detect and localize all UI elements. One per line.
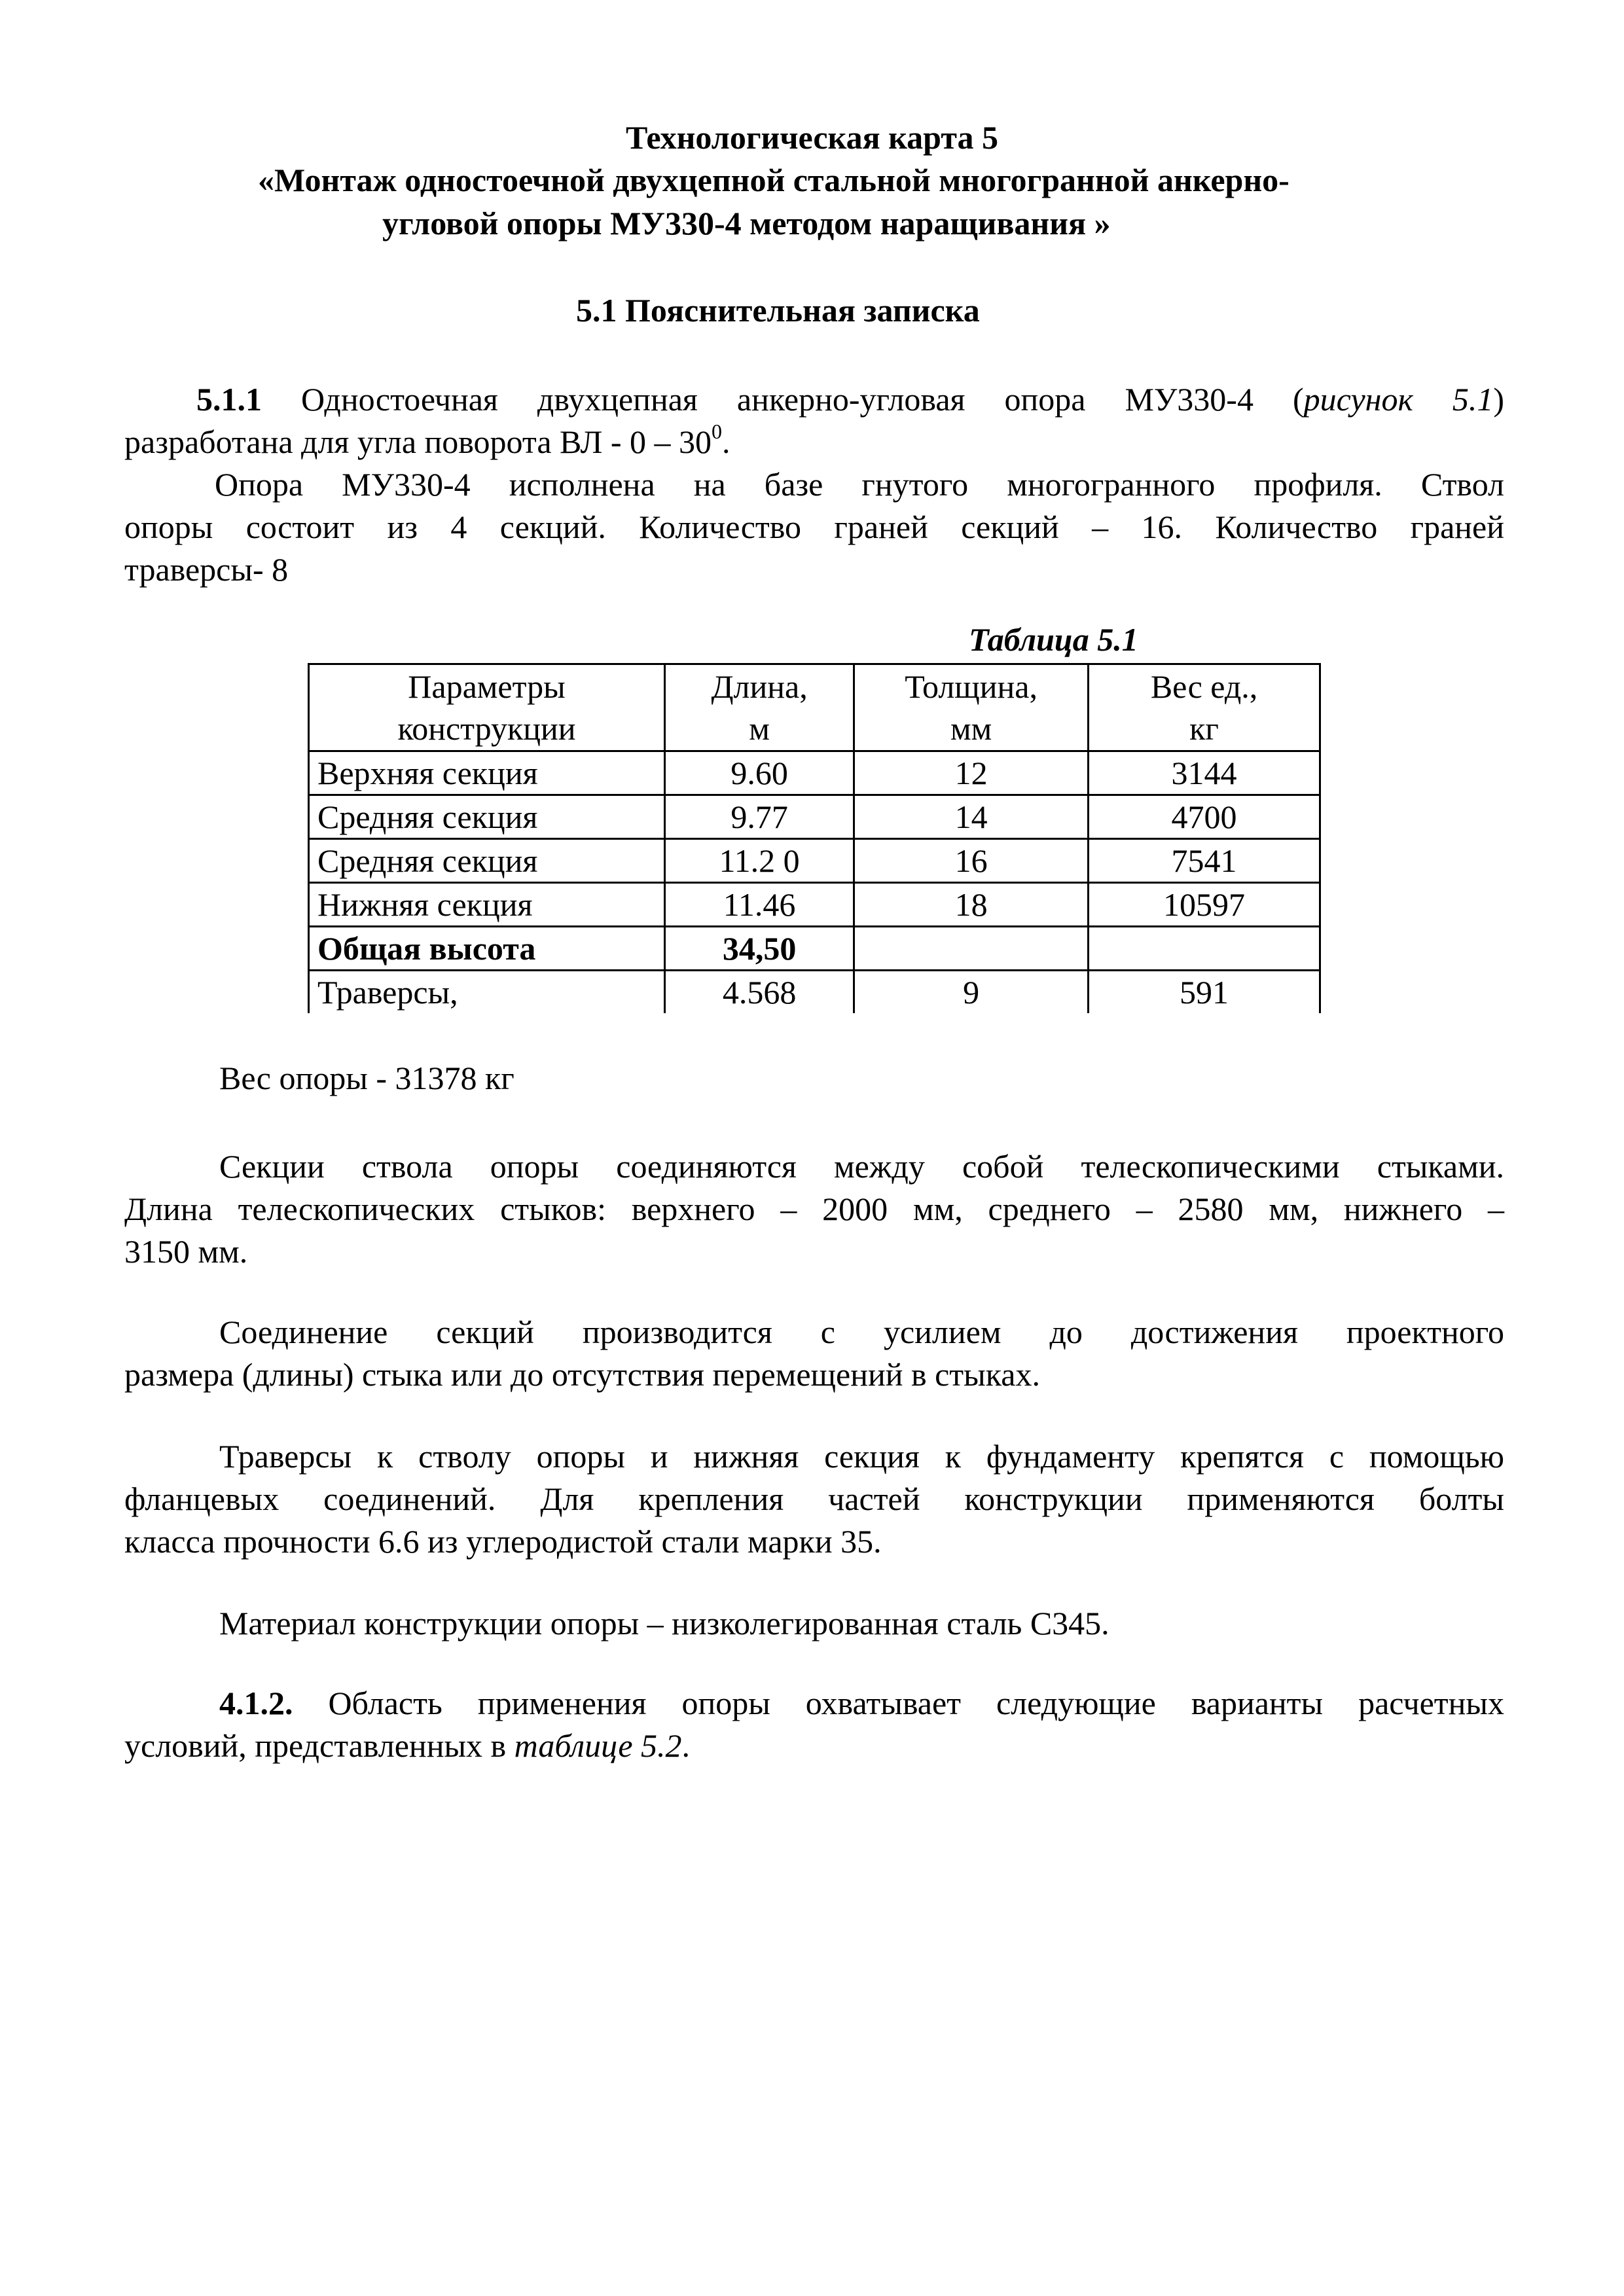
table-row <box>309 971 1320 1014</box>
p1-text-a: Одностоечная двухцепная анкерно-угловая опора МУ330-4 ( <box>262 381 1304 418</box>
p7-table-ref: таблице 5.2 <box>514 1727 682 1764</box>
table-header-cell: Вес ед., кг <box>1089 664 1320 751</box>
p7-line2 <box>124 1725 690 1767</box>
p3-line2: Длина телескопических стыков: верхнего – 2000 мм, среднего – 2580 мм, нижнего – <box>124 1191 1504 1227</box>
p1-text-b: ) <box>1493 381 1504 418</box>
section-title: 5.1 Пояснительная записка <box>576 292 980 329</box>
table-row <box>309 839 1320 883</box>
table-cell: Средняя секция <box>309 795 665 839</box>
table-header-cell: Толщина, мм <box>854 664 1089 751</box>
table-cell: 7541 <box>1089 839 1320 883</box>
table-row <box>309 795 1320 839</box>
doc-subtitle-line1: «Монтаж одностоечной двухцепной стальной многогранной анкерно- <box>258 162 1290 198</box>
table-header-cell: Длина, м <box>664 664 854 751</box>
table-cell: 591 <box>1089 971 1320 1014</box>
table-cell: 14 <box>854 795 1089 839</box>
table-cell: 11.2 0 <box>664 839 854 883</box>
p2-line3: траверсы- 8 <box>124 551 289 588</box>
table-cell: 16 <box>854 839 1089 883</box>
p3-line3: 3150 мм. <box>124 1233 248 1270</box>
p1-figure-ref: рисунок 5.1 <box>1303 381 1494 418</box>
p5-line2: фланцевых соединений. Для крепления частей конструкции применяются болты <box>124 1480 1504 1517</box>
p4-line2: размера (длины) стыка или до отсутствия перемещений в стыках. <box>124 1356 1040 1393</box>
table-cell: Общая высота <box>309 927 665 971</box>
table-cell: 3144 <box>1089 751 1320 795</box>
table-cell: 18 <box>854 883 1089 927</box>
p5-line1: Траверсы к стволу опоры и нижняя секция к фундаменту крепятся с помощью <box>219 1438 1504 1475</box>
table-cell: 9 <box>854 971 1089 1014</box>
table-cell: 9.60 <box>664 751 854 795</box>
p7-line2-end: . <box>681 1727 691 1764</box>
table-row-total <box>309 927 1320 971</box>
p7-line1 <box>219 1682 1504 1724</box>
doc-title: Технологическая карта 5 <box>625 119 999 156</box>
table-cell: 34,50 <box>664 927 854 971</box>
table-cell: 10597 <box>1089 883 1320 927</box>
p7-line1-text: Область применения опоры охватывает следующие варианты расчетных <box>293 1685 1504 1721</box>
p7-line2-text: условий, представленных в <box>124 1727 514 1764</box>
table-cell: 12 <box>854 751 1089 795</box>
table-caption: Таблица 5.1 <box>969 621 1138 658</box>
support-weight: Вес опоры - 31378 кг <box>219 1060 514 1096</box>
table-cell: 4700 <box>1089 795 1320 839</box>
p1-degree-sup: 0 <box>712 420 723 443</box>
table-row <box>309 751 1320 795</box>
table-cell: Средняя секция <box>309 839 665 883</box>
p6-material: Материал конструкции опоры – низколегированная сталь С345. <box>219 1605 1110 1641</box>
table-cell: 9.77 <box>664 795 854 839</box>
table-cell: Траверсы, <box>309 971 665 1014</box>
table-cell: Верхняя секция <box>309 751 665 795</box>
table-header-row <box>309 664 1320 751</box>
p2-line1: Опора МУ330-4 исполнена на базе гнутого многогранного профиля. Ствол <box>215 466 1504 503</box>
table-cell: Нижняя секция <box>309 883 665 927</box>
table-cell <box>1089 927 1320 971</box>
table-row <box>309 883 1320 927</box>
p1-line2 <box>124 421 731 463</box>
p4-line1: Соединение секций производится с усилием до достижения проектного <box>219 1314 1504 1350</box>
table-cell: 4.568 <box>664 971 854 1014</box>
table-cell: 11.46 <box>664 883 854 927</box>
doc-subtitle-line2: угловой опоры МУ330-4 методом наращивания » <box>382 205 1111 242</box>
p2-line2: опоры состоит из 4 секций. Количество граней секций – 16. Количество граней <box>124 509 1504 545</box>
parameters-table <box>308 663 1321 1013</box>
p5-line3: класса прочности 6.6 из углеродистой стали марки 35. <box>124 1523 882 1560</box>
p1-line2-text: разработана для угла поворота ВЛ - 0 – 30 <box>124 423 712 460</box>
p1-number: 5.1.1 <box>196 381 262 418</box>
p1-line2-end: . <box>722 423 731 460</box>
p1-line1 <box>196 378 1504 420</box>
table-cell <box>854 927 1089 971</box>
p7-number: 4.1.2. <box>219 1685 293 1721</box>
table-header-cell: Параметры конструкции <box>309 664 665 751</box>
p3-line1: Секции ствола опоры соединяются между собой телескопическими стыками. <box>219 1148 1504 1185</box>
